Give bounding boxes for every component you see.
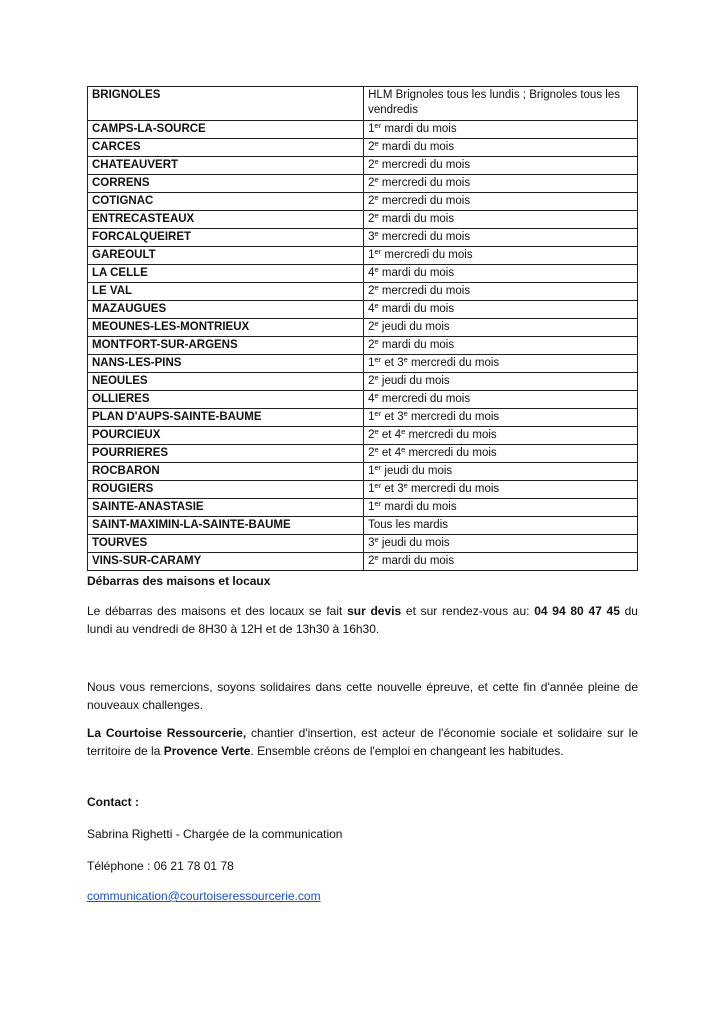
table-row bbox=[88, 211, 638, 229]
ordinal-suffix: er bbox=[374, 247, 382, 256]
schedule-text: mercredi du mois bbox=[378, 195, 471, 207]
commune-cell: NEOULES bbox=[88, 373, 364, 391]
schedule-text: 3 bbox=[397, 411, 404, 423]
schedule-text: 1 bbox=[368, 465, 375, 477]
schedule-cell bbox=[364, 355, 638, 373]
schedule-text: mardi du mois bbox=[378, 213, 455, 225]
schedule-cell bbox=[364, 247, 638, 265]
about-text-d: . Ensemble créons de l'emploi en changeant les habitudes. bbox=[250, 744, 564, 758]
schedule-cell bbox=[364, 481, 638, 499]
schedule-text: mercredi du mois bbox=[381, 249, 473, 261]
table-row bbox=[88, 463, 638, 481]
schedule-cell bbox=[364, 319, 638, 337]
commune-cell: COTIGNAC bbox=[88, 193, 364, 211]
debarras-hours: du lundi au vendredi de 8H30 à 12H et de 13h30 à 16h30. bbox=[87, 604, 638, 636]
schedule-cell bbox=[364, 175, 638, 193]
schedule-text: 2 bbox=[368, 321, 375, 333]
collection-schedule-table bbox=[87, 86, 638, 571]
schedule-text: mardi du mois bbox=[378, 339, 455, 351]
schedule-text: mardi du mois bbox=[378, 141, 455, 153]
schedule-text: 4 bbox=[368, 267, 375, 279]
contact-name: Sabrina Righetti - Chargée de la communication bbox=[87, 827, 343, 841]
schedule-text: HLM Brignoles tous les lundis ; Brignoles tous les vendredis bbox=[368, 89, 620, 116]
commune-cell: NANS-LES-PINS bbox=[88, 355, 364, 373]
schedule-cell bbox=[364, 337, 638, 355]
territory-name: Provence Verte bbox=[163, 744, 251, 758]
schedule-text: 1 bbox=[368, 411, 375, 423]
table-row bbox=[88, 409, 638, 427]
ordinal-suffix: e bbox=[374, 535, 379, 544]
table-row bbox=[88, 265, 638, 283]
commune-cell: MONTFORT-SUR-ARGENS bbox=[88, 337, 364, 355]
commune-cell: CHATEAUVERT bbox=[88, 157, 364, 175]
table-row bbox=[88, 481, 638, 499]
schedule-text: 4 bbox=[368, 303, 375, 315]
ordinal-suffix: e bbox=[374, 301, 379, 310]
ordinal-suffix: er bbox=[374, 463, 382, 472]
ordinal-suffix: e bbox=[374, 553, 379, 562]
commune-cell: SAINT-MAXIMIN-LA-SAINTE-BAUME bbox=[88, 517, 364, 535]
ordinal-suffix: er bbox=[374, 499, 382, 508]
ordinal-suffix: e bbox=[403, 355, 408, 364]
commune-cell: CARCES bbox=[88, 139, 364, 157]
schedule-text: 2 bbox=[368, 195, 375, 207]
schedule-text: mercredi du mois bbox=[378, 231, 471, 243]
table-row bbox=[88, 535, 638, 553]
schedule-text: 1 bbox=[368, 501, 375, 513]
table-row bbox=[88, 427, 638, 445]
debarras-phone: 04 94 80 47 45 bbox=[534, 604, 620, 618]
schedule-text: mercredi du mois bbox=[378, 177, 471, 189]
commune-cell: MEOUNES-LES-MONTRIEUX bbox=[88, 319, 364, 337]
commune-cell: POURRIERES bbox=[88, 445, 364, 463]
ordinal-suffix: e bbox=[374, 391, 379, 400]
commune-cell: PLAN D'AUPS-SAINTE-BAUME bbox=[88, 409, 364, 427]
contact-heading: Contact : bbox=[87, 795, 139, 809]
commune-cell: LE VAL bbox=[88, 283, 364, 301]
table-row bbox=[88, 175, 638, 193]
schedule-cell bbox=[364, 445, 638, 463]
table-row bbox=[88, 517, 638, 535]
schedule-text: mercredi du mois bbox=[407, 411, 500, 423]
schedule-text: 1 bbox=[368, 357, 375, 369]
table-row bbox=[88, 319, 638, 337]
ordinal-suffix: e bbox=[374, 139, 379, 148]
contact-email-link[interactable]: communication@courtoiseressourcerie.com bbox=[87, 889, 321, 903]
ordinal-suffix: e bbox=[374, 283, 379, 292]
ordinal-suffix: e bbox=[374, 157, 379, 166]
schedule-cell bbox=[364, 301, 638, 319]
schedule-text: 2 bbox=[368, 429, 375, 441]
schedule-text: mardi du mois bbox=[381, 501, 457, 513]
ordinal-suffix: er bbox=[374, 409, 382, 418]
commune-cell: TOURVES bbox=[88, 535, 364, 553]
table-row bbox=[88, 229, 638, 247]
debarras-text-c: et sur rendez-vous au: bbox=[401, 604, 535, 618]
table-row bbox=[88, 337, 638, 355]
schedule-text: jeudi du mois bbox=[378, 321, 450, 333]
table-row bbox=[88, 553, 638, 571]
schedule-text: mercredi du mois bbox=[378, 159, 471, 171]
ordinal-suffix: e bbox=[374, 445, 379, 454]
schedule-text: 1 bbox=[368, 249, 375, 261]
table-row bbox=[88, 391, 638, 409]
schedule-text: 2 bbox=[368, 213, 375, 225]
schedule-cell bbox=[364, 121, 638, 139]
about-text-b: chantier d'insertion, est acteur de l'économie sociale et solidaire sur le territoire de la bbox=[87, 726, 638, 758]
schedule-cell bbox=[364, 229, 638, 247]
ordinal-suffix: e bbox=[374, 211, 379, 220]
debarras-sur-devis: sur devis bbox=[347, 604, 402, 618]
schedule-text: mercredi du mois bbox=[405, 429, 497, 441]
commune-cell: VINS-SUR-CARAMY bbox=[88, 553, 364, 571]
schedule-cell bbox=[364, 535, 638, 553]
schedule-cell bbox=[364, 517, 638, 535]
schedule-text: mercredi du mois bbox=[405, 447, 497, 459]
table-row bbox=[88, 247, 638, 265]
schedule-cell bbox=[364, 499, 638, 517]
schedule-text: 2 bbox=[368, 177, 375, 189]
table-row bbox=[88, 301, 638, 319]
schedule-text: jeudi du mois bbox=[378, 537, 450, 549]
schedule-cell bbox=[364, 553, 638, 571]
schedule-text: jeudi du mois bbox=[378, 375, 450, 387]
commune-cell: OLLIERES bbox=[88, 391, 364, 409]
schedule-text: 2 bbox=[368, 339, 375, 351]
table-row bbox=[88, 355, 638, 373]
schedule-text: 1 bbox=[368, 483, 375, 495]
commune-cell: ROCBARON bbox=[88, 463, 364, 481]
commune-cell: CORRENS bbox=[88, 175, 364, 193]
schedule-cell bbox=[364, 373, 638, 391]
schedule-text: 2 bbox=[368, 555, 375, 567]
ordinal-suffix: e bbox=[374, 229, 379, 238]
commune-cell: BRIGNOLES bbox=[88, 87, 364, 121]
schedule-cell bbox=[364, 157, 638, 175]
commune-cell: POURCIEUX bbox=[88, 427, 364, 445]
schedule-text: et bbox=[381, 483, 398, 495]
schedule-cell bbox=[364, 139, 638, 157]
debarras-paragraph bbox=[87, 602, 638, 638]
ordinal-suffix: e bbox=[374, 193, 379, 202]
schedule-text: 3 bbox=[397, 483, 404, 495]
schedule-text: 2 bbox=[368, 159, 375, 171]
schedule-text: mercredi du mois bbox=[407, 483, 500, 495]
schedule-text: 3 bbox=[397, 357, 404, 369]
schedule-text: mardi du mois bbox=[378, 555, 455, 567]
table-row bbox=[88, 283, 638, 301]
debarras-text-a: Le débarras des maisons et des locaux se fait bbox=[87, 604, 348, 618]
schedule-text: 4 bbox=[394, 429, 402, 441]
schedule-text: et bbox=[378, 447, 395, 459]
commune-cell: CAMPS-LA-SOURCE bbox=[88, 121, 364, 139]
schedule-cell bbox=[364, 211, 638, 229]
ordinal-suffix: e bbox=[374, 175, 379, 184]
schedule-text: et bbox=[381, 357, 398, 369]
schedule-text: 2 bbox=[368, 141, 375, 153]
schedule-cell bbox=[364, 193, 638, 211]
ordinal-suffix: e bbox=[374, 427, 379, 436]
schedule-text: et bbox=[378, 429, 395, 441]
schedule-text: jeudi du mois bbox=[381, 465, 453, 477]
commune-cell: GAREOULT bbox=[88, 247, 364, 265]
ordinal-suffix: er bbox=[374, 355, 382, 364]
schedule-text: 2 bbox=[368, 375, 375, 387]
schedule-text: mardi du mois bbox=[378, 267, 455, 279]
schedule-text: mercredi du mois bbox=[378, 285, 471, 297]
schedule-text: mardi du mois bbox=[381, 123, 457, 135]
schedule-cell bbox=[364, 427, 638, 445]
schedule-text: 3 bbox=[368, 537, 375, 549]
commune-cell: SAINTE-ANASTASIE bbox=[88, 499, 364, 517]
ordinal-suffix: e bbox=[374, 319, 379, 328]
table-row bbox=[88, 87, 638, 121]
schedule-text: Tous les mardis bbox=[368, 519, 449, 531]
schedule-text: 3 bbox=[368, 231, 375, 243]
contact-phone: Téléphone : 06 21 78 01 78 bbox=[87, 859, 234, 873]
table-row bbox=[88, 445, 638, 463]
ordinal-suffix: er bbox=[374, 481, 382, 490]
schedule-cell bbox=[364, 409, 638, 427]
ordinal-suffix: e bbox=[374, 373, 379, 382]
commune-cell: LA CELLE bbox=[88, 265, 364, 283]
schedule-text: 4 bbox=[394, 447, 402, 459]
schedule-text: 2 bbox=[368, 447, 375, 459]
commune-cell: MAZAUGUES bbox=[88, 301, 364, 319]
commune-cell: FORCALQUEIRET bbox=[88, 229, 364, 247]
table-row bbox=[88, 193, 638, 211]
org-name: La Courtoise Ressourcerie, bbox=[87, 726, 247, 740]
schedule-text: 1 bbox=[368, 123, 375, 135]
schedule-text: et bbox=[381, 411, 398, 423]
table-row bbox=[88, 373, 638, 391]
table-row bbox=[88, 499, 638, 517]
table-row bbox=[88, 139, 638, 157]
schedule-text: mercredi du mois bbox=[378, 393, 471, 405]
ordinal-suffix: e bbox=[374, 265, 379, 274]
schedule-text: mercredi du mois bbox=[407, 357, 500, 369]
ordinal-suffix: e bbox=[403, 409, 408, 418]
ordinal-suffix: er bbox=[374, 121, 382, 130]
table-row bbox=[88, 157, 638, 175]
schedule-text: mardi du mois bbox=[378, 303, 455, 315]
commune-cell: ENTRECASTEAUX bbox=[88, 211, 364, 229]
ordinal-suffix: e bbox=[401, 427, 406, 436]
table-row bbox=[88, 121, 638, 139]
ordinal-suffix: e bbox=[401, 445, 406, 454]
schedule-cell bbox=[364, 87, 638, 121]
debarras-heading: Débarras des maisons et locaux bbox=[87, 574, 271, 588]
schedule-text: 4 bbox=[368, 393, 375, 405]
about-paragraph bbox=[87, 724, 638, 760]
ordinal-suffix: e bbox=[374, 337, 379, 346]
commune-cell: ROUGIERS bbox=[88, 481, 364, 499]
schedule-cell bbox=[364, 265, 638, 283]
schedule-cell bbox=[364, 283, 638, 301]
document-body bbox=[87, 572, 638, 905]
ordinal-suffix: e bbox=[403, 481, 408, 490]
thanks-paragraph: Nous vous remercions, soyons solidaires dans cette nouvelle épreuve, et cette fin d'année pleine de nouveaux challenges. bbox=[87, 680, 638, 712]
schedule-cell bbox=[364, 463, 638, 481]
schedule-text: 2 bbox=[368, 285, 375, 297]
schedule-cell bbox=[364, 391, 638, 409]
